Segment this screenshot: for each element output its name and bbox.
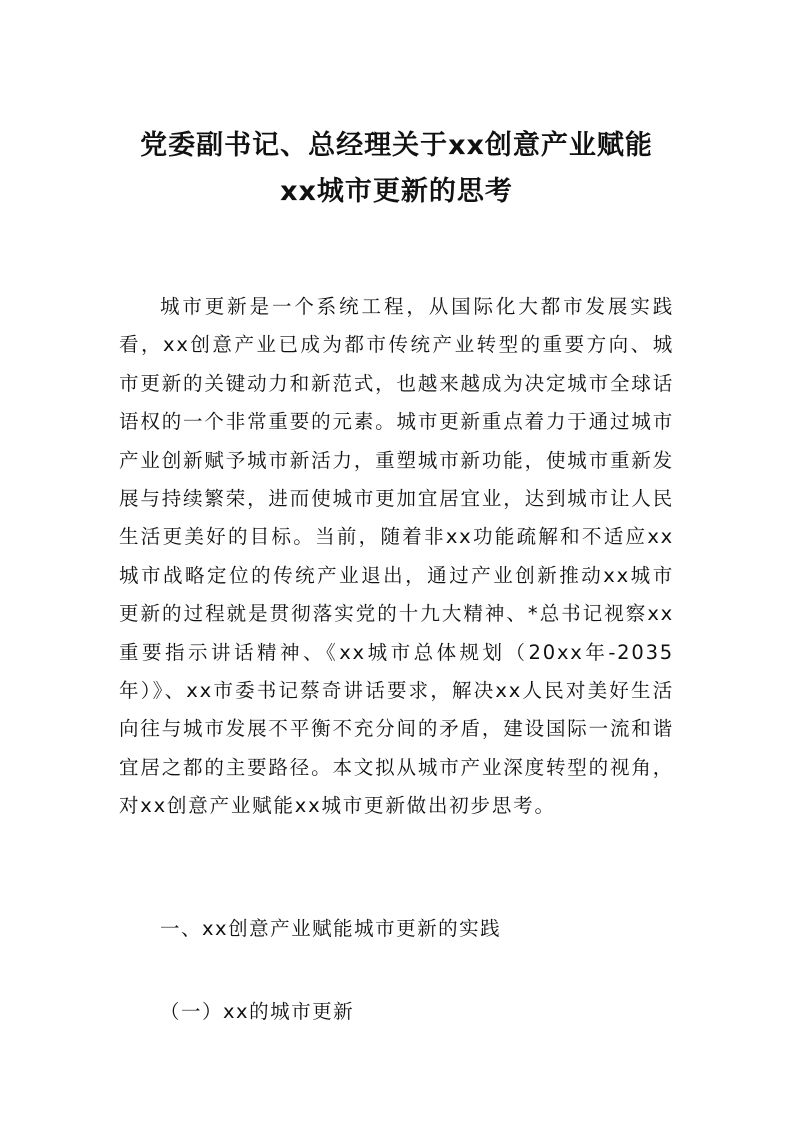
document-title-line-2: xx城市更新的思考 bbox=[280, 176, 513, 207]
intro-paragraph: 城市更新是一个系统工程，从国际化大都市发展实践看，xx创意产业已成为都市传统产业转型的重要方向、城市更新的关键动力和新范式，也越来越成为决定城市全球话语权的一个非常重要的元素。城市更新重点着力于通过城市产业创新赋予城市新活力，重塑城市新功能，使城市重新发展与持续繁荣，进而使城市更加宜居宜业，达到城市让人民生活更美好的目标。当前，随着非xx功能疏解和不适应xx城市战略定位的传统产业退出，通过产业创新推动xx城市更新的过程就是贯彻落实党的十九大精神、*总书记视察xx重要指示讲话精神、《xx城市总体规划（20xx年-2035年）》、xx市委书记蔡奇讲话要求，解决xx人民对美好生活向往与城市发展不平衡不充分间的矛盾，建设国际一流和谐宜居之都的主要路径。本文拟从城市产业深度转型的视角，对xx创意产业赋能xx城市更新做出初步思考。 bbox=[119, 295, 674, 818]
document-title-line-1: 党委副书记、总经理关于xx创意产业赋能 bbox=[140, 130, 653, 161]
subsection-heading-1: （一）xx的城市更新 bbox=[160, 1000, 355, 1023]
section-heading-1: 一、xx创意产业赋能城市更新的实践 bbox=[160, 917, 502, 940]
